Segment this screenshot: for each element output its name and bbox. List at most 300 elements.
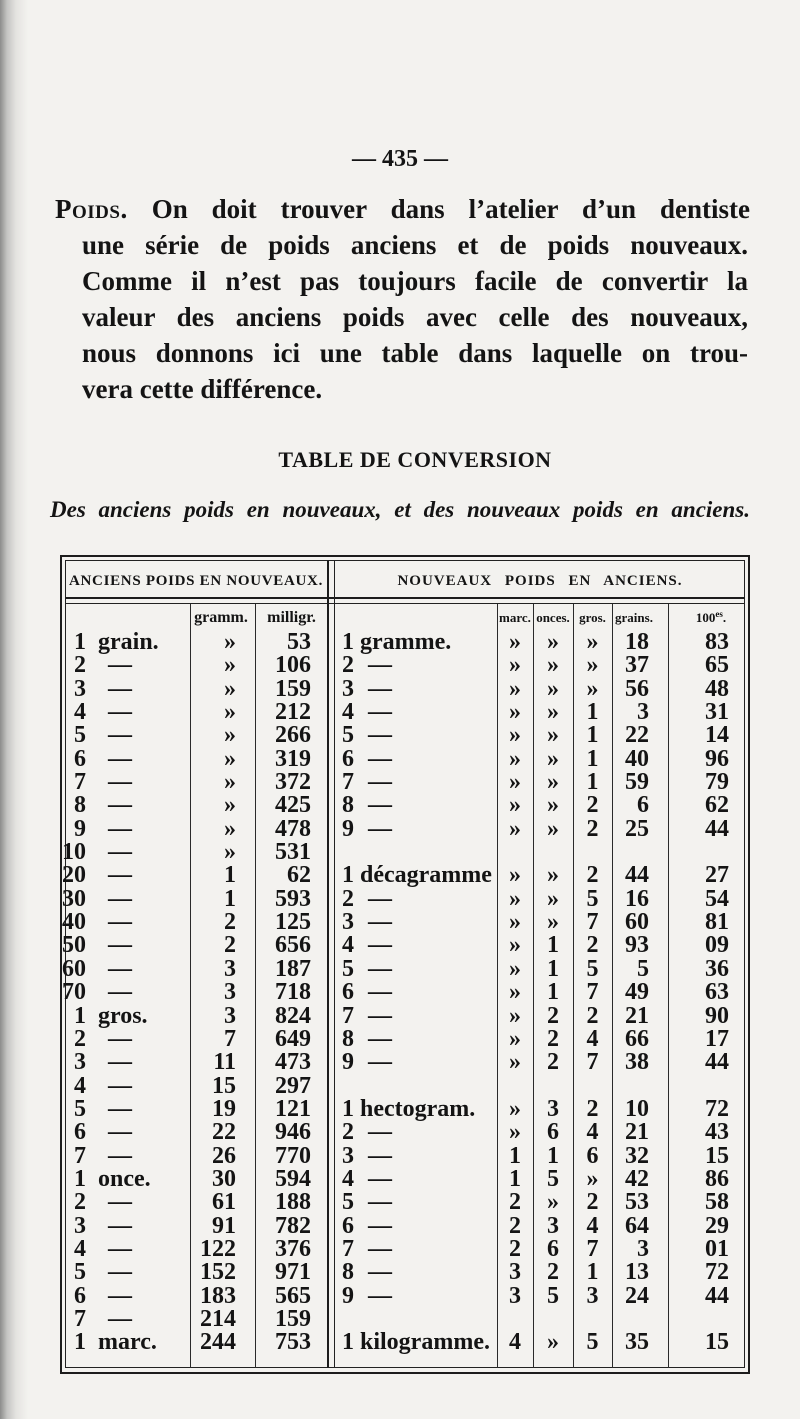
table-row: [0, 1191, 800, 1214]
milligr-value: 649: [275, 1025, 311, 1052]
onces-value: 6: [547, 1119, 559, 1146]
right-unit: décagramme: [360, 862, 492, 889]
left-unit: —: [108, 1095, 132, 1122]
grains-value: 59: [625, 769, 649, 796]
table-row: [0, 1212, 800, 1239]
onces-value: »: [547, 815, 559, 842]
right-unit: —: [368, 1165, 392, 1192]
left-unit: —: [108, 745, 132, 772]
left-count: 7: [74, 1142, 86, 1169]
onces-value: 2: [547, 1049, 559, 1076]
left-unit: —: [108, 979, 132, 1006]
right-count: 5: [342, 1189, 354, 1216]
marc-value: »: [509, 932, 521, 959]
gramm-value: 3: [224, 955, 236, 982]
onces-value: 1: [547, 955, 559, 982]
onces-value: 6: [547, 1235, 559, 1262]
onces-value: 2: [547, 1025, 559, 1052]
table-title: TABLE DE CONVERSION: [278, 447, 552, 472]
table-row: [0, 1121, 800, 1144]
marc-value: »: [509, 979, 521, 1006]
column-header-gramm: gramm.: [194, 609, 248, 626]
left-count: 20: [62, 862, 86, 889]
hundredths-value: 01: [705, 1235, 729, 1262]
milligr-value: 594: [275, 1165, 311, 1192]
right-count: 7: [342, 1002, 354, 1029]
grains-value: 60: [625, 909, 649, 936]
hundredths-value: 43: [705, 1119, 729, 1146]
table-row: [0, 1025, 800, 1052]
milligr-value: 782: [275, 1212, 311, 1239]
gramm-value: 11: [213, 1049, 236, 1076]
left-count: 7: [74, 769, 86, 796]
gros-value: 5: [586, 885, 599, 912]
gramm-value: 61: [212, 1189, 236, 1216]
right-unit: —: [368, 909, 392, 936]
milligr-value: 718: [275, 979, 311, 1006]
milligr-value: 187: [275, 955, 311, 982]
left-unit: —: [108, 1049, 132, 1076]
gramm-value: 91: [212, 1212, 236, 1239]
milligr-value: 372: [275, 769, 311, 796]
left-unit: —: [108, 1025, 132, 1052]
right-count: 7: [342, 769, 354, 796]
left-count: 1: [74, 1165, 86, 1192]
marc-value: »: [509, 769, 521, 796]
grains-value: 56: [625, 675, 649, 702]
gramm-value: »: [224, 815, 236, 842]
grains-value: 53: [625, 1189, 649, 1216]
milligr-value: 297: [275, 1072, 311, 1099]
gramm-value: »: [224, 839, 236, 866]
paragraph-line: vera cette différence.: [82, 374, 323, 404]
onces-value: »: [547, 885, 559, 912]
left-section-heading: ANCIENS POIDS EN NOUVEAUX.: [68, 573, 324, 589]
hundredths-value: 15: [705, 1329, 729, 1356]
right-unit: —: [368, 1282, 392, 1309]
gramm-value: »: [224, 699, 236, 726]
gros-value: 4: [586, 1212, 599, 1239]
grains-value: 6: [637, 792, 649, 819]
onces-value: 3: [547, 1095, 559, 1122]
hundredths-value: 44: [705, 815, 729, 842]
hundredths-value: 62: [705, 792, 729, 819]
gramm-value: 2: [224, 909, 236, 936]
paragraph-line: Comme il n’est pas toujours facile de convertir la: [82, 266, 748, 296]
table-subtitle: Des anciens poids en nouveaux, et des nouveaux poids en anciens.: [50, 497, 750, 522]
left-unit: —: [108, 1072, 132, 1099]
table-row: [0, 955, 800, 982]
hundredths-value: 36: [705, 955, 729, 982]
hundredths-value: 27: [705, 862, 729, 889]
hundredths-value: 44: [705, 1049, 729, 1076]
grains-value: 3: [637, 1235, 649, 1262]
left-count: 4: [74, 699, 86, 726]
right-count: 9: [342, 1049, 354, 1076]
left-unit: —: [108, 652, 132, 679]
marc-value: 3: [509, 1259, 521, 1286]
right-unit: —: [368, 699, 392, 726]
column-header-grains: grains.: [615, 610, 653, 625]
marc-value: 2: [509, 1212, 521, 1239]
milligr-value: 971: [275, 1259, 311, 1286]
hundredths-value: 86: [705, 1165, 729, 1192]
left-count: 50: [62, 932, 86, 959]
grains-value: 22: [625, 722, 649, 749]
gramm-value: 183: [200, 1282, 236, 1309]
gros-value: 7: [586, 1235, 599, 1262]
right-count: 8: [342, 1025, 354, 1052]
left-count: 5: [74, 1259, 86, 1286]
gros-value: 2: [586, 1095, 599, 1122]
right-count: 1: [342, 629, 354, 655]
table-row: [0, 1072, 800, 1099]
gros-value: 2: [586, 815, 599, 842]
table-row: [0, 675, 800, 702]
grains-value: 38: [625, 1049, 649, 1076]
right-count: 4: [342, 932, 354, 959]
gramm-value: 152: [200, 1259, 236, 1286]
grains-value: 40: [625, 745, 649, 772]
milligr-value: 62: [287, 862, 311, 889]
onces-value: 1: [547, 932, 559, 959]
gros-value: 6: [586, 1142, 599, 1169]
milligr-value: 266: [275, 722, 311, 749]
grains-value: 35: [625, 1329, 649, 1356]
left-count: 2: [74, 1025, 86, 1052]
hundredths-value: 63: [705, 979, 729, 1006]
left-count: 30: [62, 885, 86, 912]
right-count: 9: [342, 1282, 354, 1309]
table-row: [0, 745, 800, 772]
left-unit: —: [108, 699, 132, 726]
hundredths-value: 44: [705, 1282, 729, 1309]
right-unit: —: [368, 955, 392, 982]
right-count: 3: [342, 675, 354, 702]
paragraph-line: une série de poids anciens et de poids nouveaux.: [82, 230, 748, 260]
hundredths-value: 72: [705, 1259, 729, 1286]
gros-value: 7: [586, 1049, 599, 1076]
table-row: [0, 631, 800, 654]
right-unit: —: [368, 932, 392, 959]
grains-value: 25: [625, 815, 649, 842]
milligr-value: 106: [275, 652, 311, 679]
grains-value: 93: [625, 932, 649, 959]
milligr-value: 159: [275, 675, 311, 702]
marc-value: »: [509, 629, 521, 655]
marc-value: 1: [509, 1142, 521, 1169]
milligr-value: 159: [275, 1305, 311, 1332]
left-unit: —: [108, 1282, 132, 1309]
left-count: 5: [74, 722, 86, 749]
table-row: [0, 1235, 800, 1262]
gros-value: 7: [586, 909, 599, 936]
gramm-value: 15: [212, 1072, 236, 1099]
gros-value: 2: [586, 1189, 599, 1216]
gros-value: 5: [586, 1329, 599, 1356]
table-row: [0, 1051, 800, 1074]
left-count: 6: [74, 1119, 86, 1146]
table-row: [0, 934, 800, 957]
grains-value: 21: [625, 1119, 649, 1146]
right-count: 5: [342, 955, 354, 982]
hundredths-value: 72: [705, 1095, 729, 1122]
left-unit: grain.: [98, 629, 159, 655]
left-count: 70: [62, 979, 86, 1006]
table-row: [0, 1331, 800, 1354]
milligr-value: 656: [275, 932, 311, 959]
onces-value: 5: [547, 1282, 559, 1309]
gramm-value: 1: [224, 862, 236, 889]
left-count: 2: [74, 652, 86, 679]
right-count: 1: [342, 862, 354, 889]
right-count: 4: [342, 1165, 354, 1192]
right-unit: kilogramme.: [360, 1329, 490, 1356]
right-count: 8: [342, 792, 354, 819]
left-count: 5: [74, 1095, 86, 1122]
left-unit: once.: [98, 1165, 151, 1192]
hundredths-superscript: es: [715, 609, 723, 619]
table-row: [0, 864, 800, 887]
gros-value: 1: [586, 769, 599, 796]
left-unit: marc.: [98, 1329, 157, 1356]
gramm-value: 30: [212, 1165, 236, 1192]
right-unit: —: [368, 1119, 392, 1146]
onces-value: »: [547, 862, 559, 889]
right-unit: gramme.: [360, 629, 452, 655]
right-count: 2: [342, 1119, 354, 1146]
right-count: 5: [342, 722, 354, 749]
grains-value: 42: [625, 1165, 649, 1192]
left-unit: —: [108, 955, 132, 982]
table-row: [0, 654, 800, 677]
grains-value: 21: [625, 1002, 649, 1029]
table-row: [0, 815, 800, 842]
milligr-value: 376: [275, 1235, 311, 1262]
left-unit: —: [108, 815, 132, 842]
onces-value: 1: [547, 979, 559, 1006]
right-count: 6: [342, 1212, 354, 1239]
left-count: 3: [74, 675, 86, 702]
gros-value: »: [586, 1165, 599, 1192]
gramm-value: 3: [224, 979, 236, 1006]
right-unit: —: [368, 979, 392, 1006]
right-count: 8: [342, 1259, 354, 1286]
marc-value: »: [509, 885, 521, 912]
grains-value: 24: [625, 1282, 649, 1309]
hundredths-value: 65: [705, 652, 729, 679]
grains-value: 3: [637, 699, 649, 726]
marc-value: 2: [509, 1189, 521, 1216]
gros-value: 7: [586, 979, 599, 1006]
table-row: [0, 1142, 800, 1169]
table-row: [0, 771, 800, 794]
hundredths-value: 96: [705, 745, 729, 772]
table-row: [0, 1282, 800, 1309]
gros-value: 1: [586, 722, 599, 749]
gros-value: 2: [586, 792, 599, 819]
gros-value: »: [586, 652, 599, 679]
right-count: 7: [342, 1235, 354, 1262]
marc-value: »: [509, 1119, 521, 1146]
milligr-value: 593: [275, 885, 311, 912]
gros-value: 5: [586, 955, 599, 982]
gros-value: 1: [586, 699, 599, 726]
right-unit: —: [368, 792, 392, 819]
right-unit: —: [368, 1259, 392, 1286]
marc-value: 4: [509, 1329, 521, 1356]
onces-value: 2: [547, 1002, 559, 1029]
grains-value: 13: [625, 1259, 649, 1286]
right-unit: —: [368, 652, 392, 679]
gramm-value: »: [224, 769, 236, 796]
onces-value: »: [547, 1329, 559, 1356]
hundredths-value: 83: [705, 629, 729, 655]
milligr-value: 824: [275, 1002, 311, 1029]
left-unit: —: [108, 675, 132, 702]
gramm-value: 122: [200, 1235, 236, 1262]
hundredths-value: 90: [705, 1002, 729, 1029]
onces-value: 3: [547, 1212, 559, 1239]
grains-value: 32: [625, 1142, 649, 1169]
marc-value: 3: [509, 1282, 521, 1309]
milligr-value: 188: [275, 1189, 311, 1216]
gramm-value: 19: [212, 1095, 236, 1122]
marc-value: »: [509, 1095, 521, 1122]
marc-value: »: [509, 792, 521, 819]
left-count: 3: [74, 1049, 86, 1076]
gramm-value: 2: [224, 932, 236, 959]
marc-value: »: [509, 1002, 521, 1029]
right-count: 3: [342, 1142, 354, 1169]
left-count: 40: [62, 909, 86, 936]
milligr-value: 125: [275, 909, 311, 936]
left-count: 60: [62, 955, 86, 982]
right-count: 6: [342, 745, 354, 772]
right-unit: —: [368, 745, 392, 772]
column-header-marc: marc.: [499, 610, 531, 625]
onces-value: »: [547, 909, 559, 936]
left-unit: —: [108, 792, 132, 819]
right-unit: —: [368, 885, 392, 912]
gros-value: »: [586, 675, 599, 702]
table-row: [0, 841, 800, 864]
onces-value: »: [547, 792, 559, 819]
onces-value: 1: [547, 1142, 559, 1169]
hundredths-value: 79: [705, 769, 729, 796]
gramm-value: 244: [200, 1329, 236, 1356]
left-count: 4: [74, 1235, 86, 1262]
gros-value: 4: [586, 1119, 599, 1146]
table-row: [0, 1002, 800, 1029]
gramm-value: 7: [224, 1025, 236, 1052]
table-row: [0, 1165, 800, 1192]
hundredths-value: 31: [705, 699, 729, 726]
left-count: 2: [74, 1189, 86, 1216]
column-header-gros: gros.: [579, 610, 606, 625]
marc-value: 2: [509, 1235, 521, 1262]
gros-value: 1: [586, 745, 599, 772]
right-unit: —: [368, 815, 392, 842]
right-unit: —: [368, 1049, 392, 1076]
left-count: 9: [74, 815, 86, 842]
grains-value: 49: [625, 979, 649, 1006]
right-unit: —: [368, 1025, 392, 1052]
left-unit: —: [108, 1305, 132, 1332]
gros-value: 2: [586, 862, 599, 889]
milligr-value: 531: [275, 839, 311, 866]
left-unit: —: [108, 862, 132, 889]
milligr-value: 753: [275, 1329, 311, 1356]
grains-value: 10: [625, 1095, 649, 1122]
milligr-value: 319: [275, 745, 311, 772]
left-unit: —: [108, 722, 132, 749]
left-unit: —: [108, 1119, 132, 1146]
gramm-value: »: [224, 652, 236, 679]
gros-value: 1: [586, 1259, 599, 1286]
onces-value: »: [547, 722, 559, 749]
left-count: 3: [74, 1212, 86, 1239]
marc-value: »: [509, 722, 521, 749]
left-count: 8: [74, 792, 86, 819]
grains-value: 16: [625, 885, 649, 912]
gramm-value: 26: [212, 1142, 236, 1169]
left-unit: —: [108, 1259, 132, 1286]
milligr-value: 946: [275, 1119, 311, 1146]
hundredths-value: 81: [705, 909, 729, 936]
grains-value: 44: [625, 862, 649, 889]
onces-value: 5: [547, 1165, 559, 1192]
left-unit: gros.: [98, 1002, 148, 1029]
gramm-value: 22: [212, 1119, 236, 1146]
onces-value: »: [547, 629, 559, 655]
onces-value: »: [547, 652, 559, 679]
gramm-value: »: [224, 675, 236, 702]
right-count: 1: [342, 1329, 354, 1356]
gros-value: 2: [586, 932, 599, 959]
milligr-value: 425: [275, 792, 311, 819]
marc-value: »: [509, 675, 521, 702]
left-unit: —: [108, 885, 132, 912]
left-count: 6: [74, 745, 86, 772]
entry-headword: Poids.: [55, 194, 128, 224]
right-unit: —: [368, 1235, 392, 1262]
table-row: [0, 794, 800, 817]
gros-value: 2: [586, 1002, 599, 1029]
milligr-value: 121: [275, 1095, 311, 1122]
table-row: [0, 885, 800, 912]
table-row: [0, 1305, 800, 1332]
page-number: — 435 —: [352, 146, 448, 172]
column-header-onces: onces.: [536, 610, 570, 625]
right-unit: —: [368, 1212, 392, 1239]
right-unit: —: [368, 1189, 392, 1216]
table-row: [0, 1261, 800, 1284]
paragraph-text: On doit trouver dans l’atelier d’un dentiste: [151, 194, 751, 224]
table-row: [0, 1095, 800, 1122]
right-count: 2: [342, 885, 354, 912]
right-count: 6: [342, 979, 354, 1006]
header-rule: [65, 597, 745, 599]
hundredths-period: .: [722, 610, 727, 625]
marc-value: »: [509, 652, 521, 679]
left-count: 1: [74, 629, 86, 655]
milligr-value: 770: [275, 1142, 311, 1169]
gramm-value: »: [224, 745, 236, 772]
grains-value: 5: [637, 955, 649, 982]
column-header-milligr: milligr.: [267, 609, 316, 626]
table-body: [0, 631, 800, 1355]
